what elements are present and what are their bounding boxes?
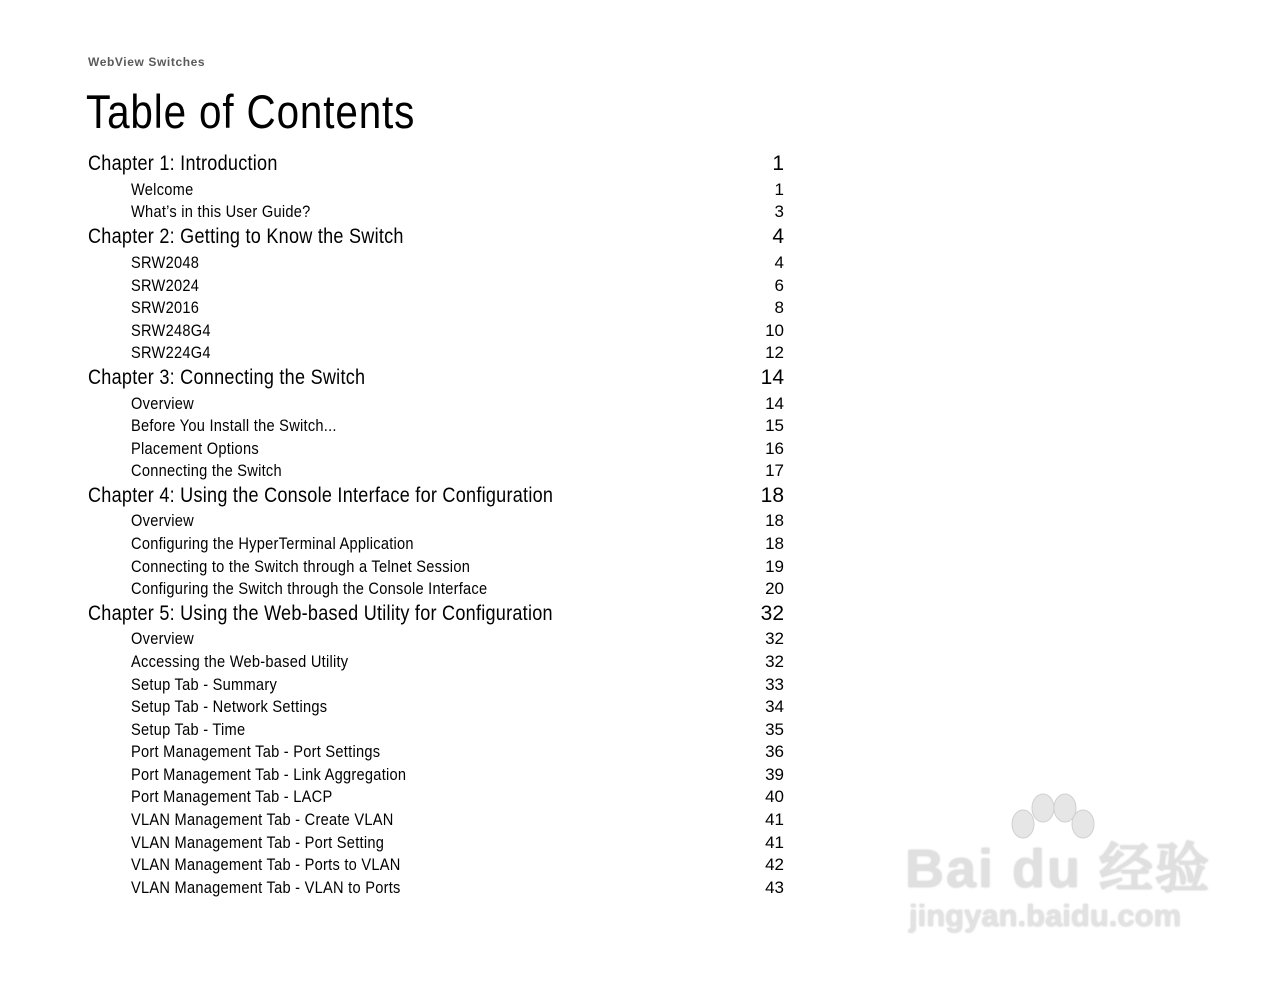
toc-entry-page-number: 4: [774, 253, 784, 272]
toc-entry-label: Setup Tab - Network Settings: [131, 697, 328, 716]
toc-entry-page-number: 1: [774, 180, 784, 199]
toc-entry-label: SRW2048: [131, 253, 200, 272]
toc-entry-label: Chapter 2: Getting to Know the Switch: [88, 225, 404, 248]
toc-entry-page-number: 17: [765, 461, 784, 480]
toc-entry-label: SRW248G4: [131, 321, 211, 340]
toc-entry-label: Chapter 4: Using the Console Interface for Configuration: [88, 484, 554, 507]
toc-entry-label: Placement Options: [131, 439, 259, 458]
toc-entry-page-number: 10: [765, 321, 784, 340]
toc-entry-label: Configuring the HyperTerminal Application: [131, 534, 414, 553]
toc-entry-label: What’s in this User Guide?: [131, 202, 311, 221]
toc-entry-page-number: 3: [774, 202, 784, 221]
toc-entry-label: Overview: [131, 629, 194, 648]
toc-entry-page-number: 36: [765, 742, 784, 761]
toc-entry-page-number: 35: [765, 720, 784, 739]
toc-entry-page-number: 32: [765, 629, 784, 648]
running-header: WebView Switches: [88, 55, 206, 69]
toc-entry-page-number: 6: [774, 276, 784, 295]
toc-entry-page-number: 20: [765, 579, 784, 598]
toc-entry-label: Chapter 3: Connecting the Switch: [88, 366, 366, 389]
page-title: Table of Contents: [86, 85, 416, 138]
toc-entry-label: Chapter 1: Introduction: [88, 152, 278, 175]
toc-entry-page-number: 32: [765, 652, 784, 671]
toc-entry-page-number: 18: [765, 511, 784, 530]
toc-entry-page-number: 42: [765, 855, 784, 874]
toc-entry-label: Connecting the Switch: [131, 461, 282, 480]
toc-entry-page-number: 33: [765, 675, 784, 694]
toc-entry-page-number: 32: [760, 602, 784, 625]
toc-entry-label: SRW2016: [131, 298, 200, 317]
toc-entry-page-number: 1: [772, 152, 784, 175]
toc-entry-label: Before You Install the Switch...: [131, 416, 337, 435]
toc-entry-label: Port Management Tab - LACP: [131, 787, 333, 806]
toc-entry-label: Configuring the Switch through the Console Interface: [131, 579, 488, 598]
toc-entry-label: Welcome: [131, 180, 194, 199]
toc-entry-page-number: 18: [760, 484, 784, 507]
toc-entry-label: VLAN Management Tab - VLAN to Ports: [131, 878, 401, 897]
toc-entry-page-number: 12: [765, 343, 784, 362]
toc-entry-label: VLAN Management Tab - Port Setting: [131, 833, 385, 852]
toc-entry-page-number: 34: [765, 697, 784, 716]
toc-entry-page-number: 14: [760, 366, 784, 389]
toc-entry-label: Setup Tab - Summary: [131, 675, 278, 694]
toc-entry-label: VLAN Management Tab - Ports to VLAN: [131, 855, 401, 874]
toc-entry-label: Overview: [131, 511, 194, 530]
toc-entry-page-number: 39: [765, 765, 784, 784]
toc-entry-page-number: 40: [765, 787, 784, 806]
toc-entry-page-number: 43: [765, 878, 784, 897]
watermark-brand: Bai du 经验: [905, 839, 1212, 899]
toc-entry-page-number: 19: [765, 557, 784, 576]
toc-entry-page-number: 16: [765, 439, 784, 458]
toc-entry-page-number: 18: [765, 534, 784, 553]
toc-entry-page-number: 41: [765, 810, 784, 829]
toc-entry-label: Accessing the Web-based Utility: [131, 652, 349, 671]
toc-entry-page-number: 41: [765, 833, 784, 852]
toc-entry-label: SRW2024: [131, 276, 200, 295]
toc-entry-label: Chapter 5: Using the Web-based Utility for Configuration: [88, 602, 553, 625]
toc-entry-label: Overview: [131, 394, 194, 413]
toc-entry-label: SRW224G4: [131, 343, 211, 362]
toc-entry-page-number: 15: [765, 416, 784, 435]
toc-entry-page-number: 4: [772, 225, 784, 248]
toc-entry-label: VLAN Management Tab - Create VLAN: [131, 810, 394, 829]
toc-entry-label: Port Management Tab - Link Aggregation: [131, 765, 407, 784]
toc-entry-label: Setup Tab - Time: [131, 720, 246, 739]
toc-entry-label: Connecting to the Switch through a Telnet Session: [131, 557, 471, 576]
toc-entry-page-number: 14: [765, 394, 784, 413]
baidu-jingyan-watermark: [905, 790, 1215, 950]
toc-entry-page-number: 8: [774, 298, 784, 317]
watermark-url: jingyan.baidu.com: [909, 898, 1182, 933]
toc-entry-label: Port Management Tab - Port Settings: [131, 742, 381, 761]
